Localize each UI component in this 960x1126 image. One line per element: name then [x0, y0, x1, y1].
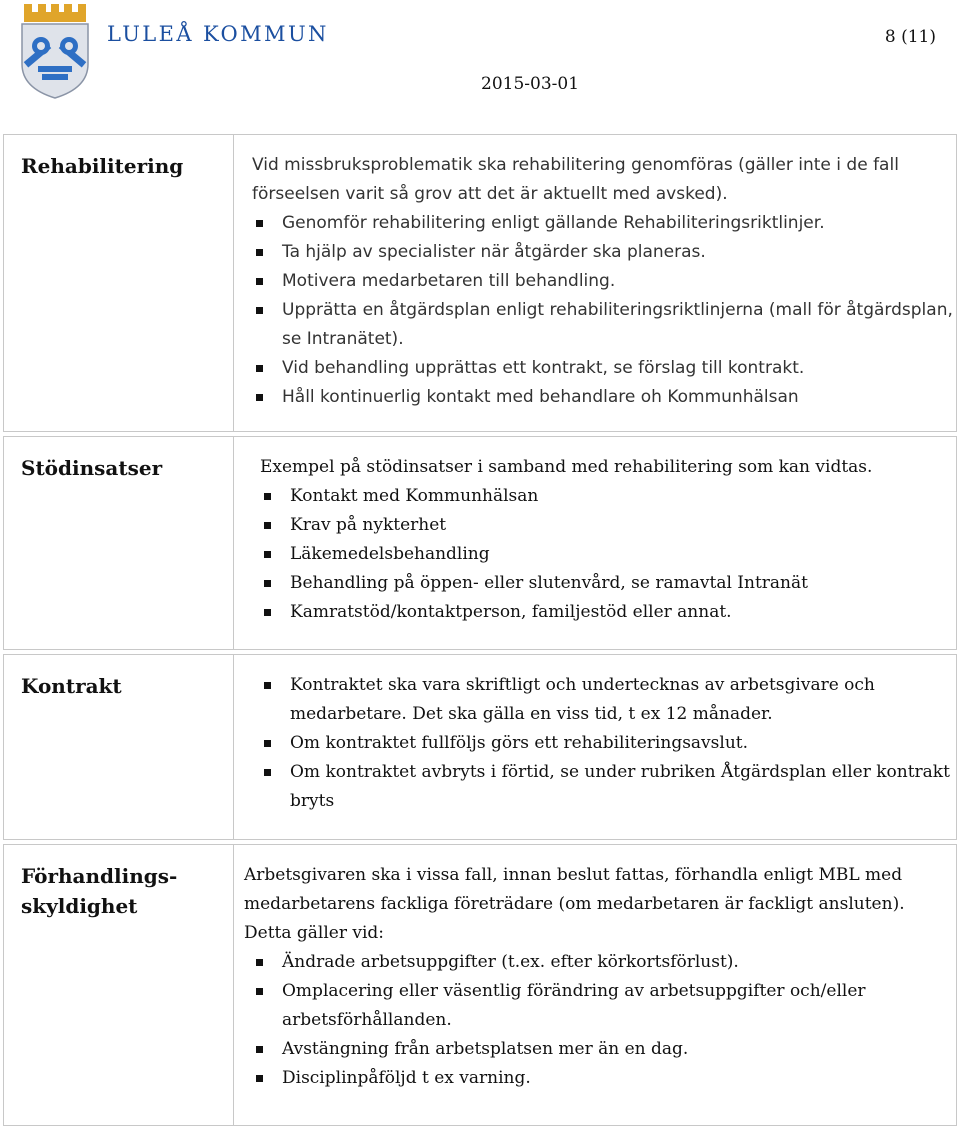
list-item: Genomför rehabilitering enligt gällande Rehabiliteringsriktlinjer. — [252, 209, 956, 238]
list-item: Kontakt med Kommunhälsan — [260, 482, 956, 511]
list-item: Omplacering eller väsentlig förändring av arbetsuppgifter och/eller arbetsförhållanden. — [252, 977, 956, 1035]
list-item: Avstängning från arbetsplatsen mer än en dag. — [252, 1035, 956, 1064]
list-item: Ta hjälp av specialister när åtgärder ska planeras. — [252, 238, 956, 267]
row-label — [3, 844, 234, 1126]
lulea-coat-of-arms-icon — [18, 2, 92, 100]
list-item: Kontraktet ska vara skriftligt och undertecknas av arbetsgivare och medarbetare. Det ska gälla en viss tid, t ex 12 månader. — [260, 671, 956, 729]
page-number: 8 (11) — [884, 27, 936, 47]
row-content — [234, 436, 957, 650]
organization-name: LULEÅ KOMMUN — [107, 22, 329, 46]
list-item: Behandling på öppen- eller slutenvård, se ramavtal Intranät — [260, 569, 956, 598]
table-row-stodinsatser — [3, 436, 957, 650]
bullet-list — [260, 482, 956, 627]
row-intro: Arbetsgivaren ska i vissa fall, innan beslut fattas, förhandla enligt MBL med medarbetarens fackliga företrädare (om medarbetaren är fackligt ansluten). Detta gäller vid: — [244, 865, 905, 943]
list-item: Läkemedelsbehandling — [260, 540, 956, 569]
list-item: Upprätta en åtgärdsplan enligt rehabiliteringsriktlinjerna (mall för åtgärdsplan, se Intranätet). — [252, 296, 956, 354]
row-label-line: Förhandlings- — [21, 864, 178, 888]
list-item: Ändrade arbetsuppgifter (t.ex. efter körkortsförlust). — [252, 948, 956, 977]
list-item: Motivera medarbetaren till behandling. — [252, 267, 956, 296]
bullet-list — [252, 209, 956, 412]
row-label: Stödinsatser — [3, 436, 234, 650]
row-content — [234, 654, 957, 840]
table-row-rehabilitering — [3, 134, 957, 432]
table-row-kontrakt — [3, 654, 957, 840]
document-date: 2015-03-01 — [481, 74, 580, 94]
page-header — [0, 0, 960, 110]
row-label: Kontrakt — [3, 654, 234, 840]
list-item: Kamratstöd/kontaktperson, familjestöd eller annat. — [260, 598, 956, 627]
row-intro: Vid missbruksproblematik ska rehabilitering genomföras (gäller inte i de fall förseelsen varit så grov att det är aktuellt med avsked). — [252, 155, 899, 204]
row-content — [234, 134, 957, 432]
row-content — [234, 844, 957, 1126]
list-item: Håll kontinuerlig kontakt med behandlare oh Kommunhälsan — [252, 383, 956, 412]
list-item: Krav på nykterhet — [260, 511, 956, 540]
row-label: Rehabilitering — [3, 134, 234, 432]
row-label-line: skyldighet — [21, 894, 138, 918]
row-intro: Exempel på stödinsatser i samband med rehabilitering som kan vidtas. — [260, 457, 873, 477]
policy-table — [3, 134, 957, 1126]
table-row-forhandlingsskyldighet — [3, 844, 957, 1126]
list-item: Vid behandling upprättas ett kontrakt, se förslag till kontrakt. — [252, 354, 956, 383]
bullet-list — [252, 948, 956, 1093]
list-item: Om kontraktet avbryts i förtid, se under rubriken Åtgärdsplan eller kontrakt bryts — [260, 758, 956, 816]
list-item: Om kontraktet fullföljs görs ett rehabiliteringsavslut. — [260, 729, 956, 758]
list-item: Disciplinpåföljd t ex varning. — [252, 1064, 956, 1093]
bullet-list — [260, 671, 956, 816]
